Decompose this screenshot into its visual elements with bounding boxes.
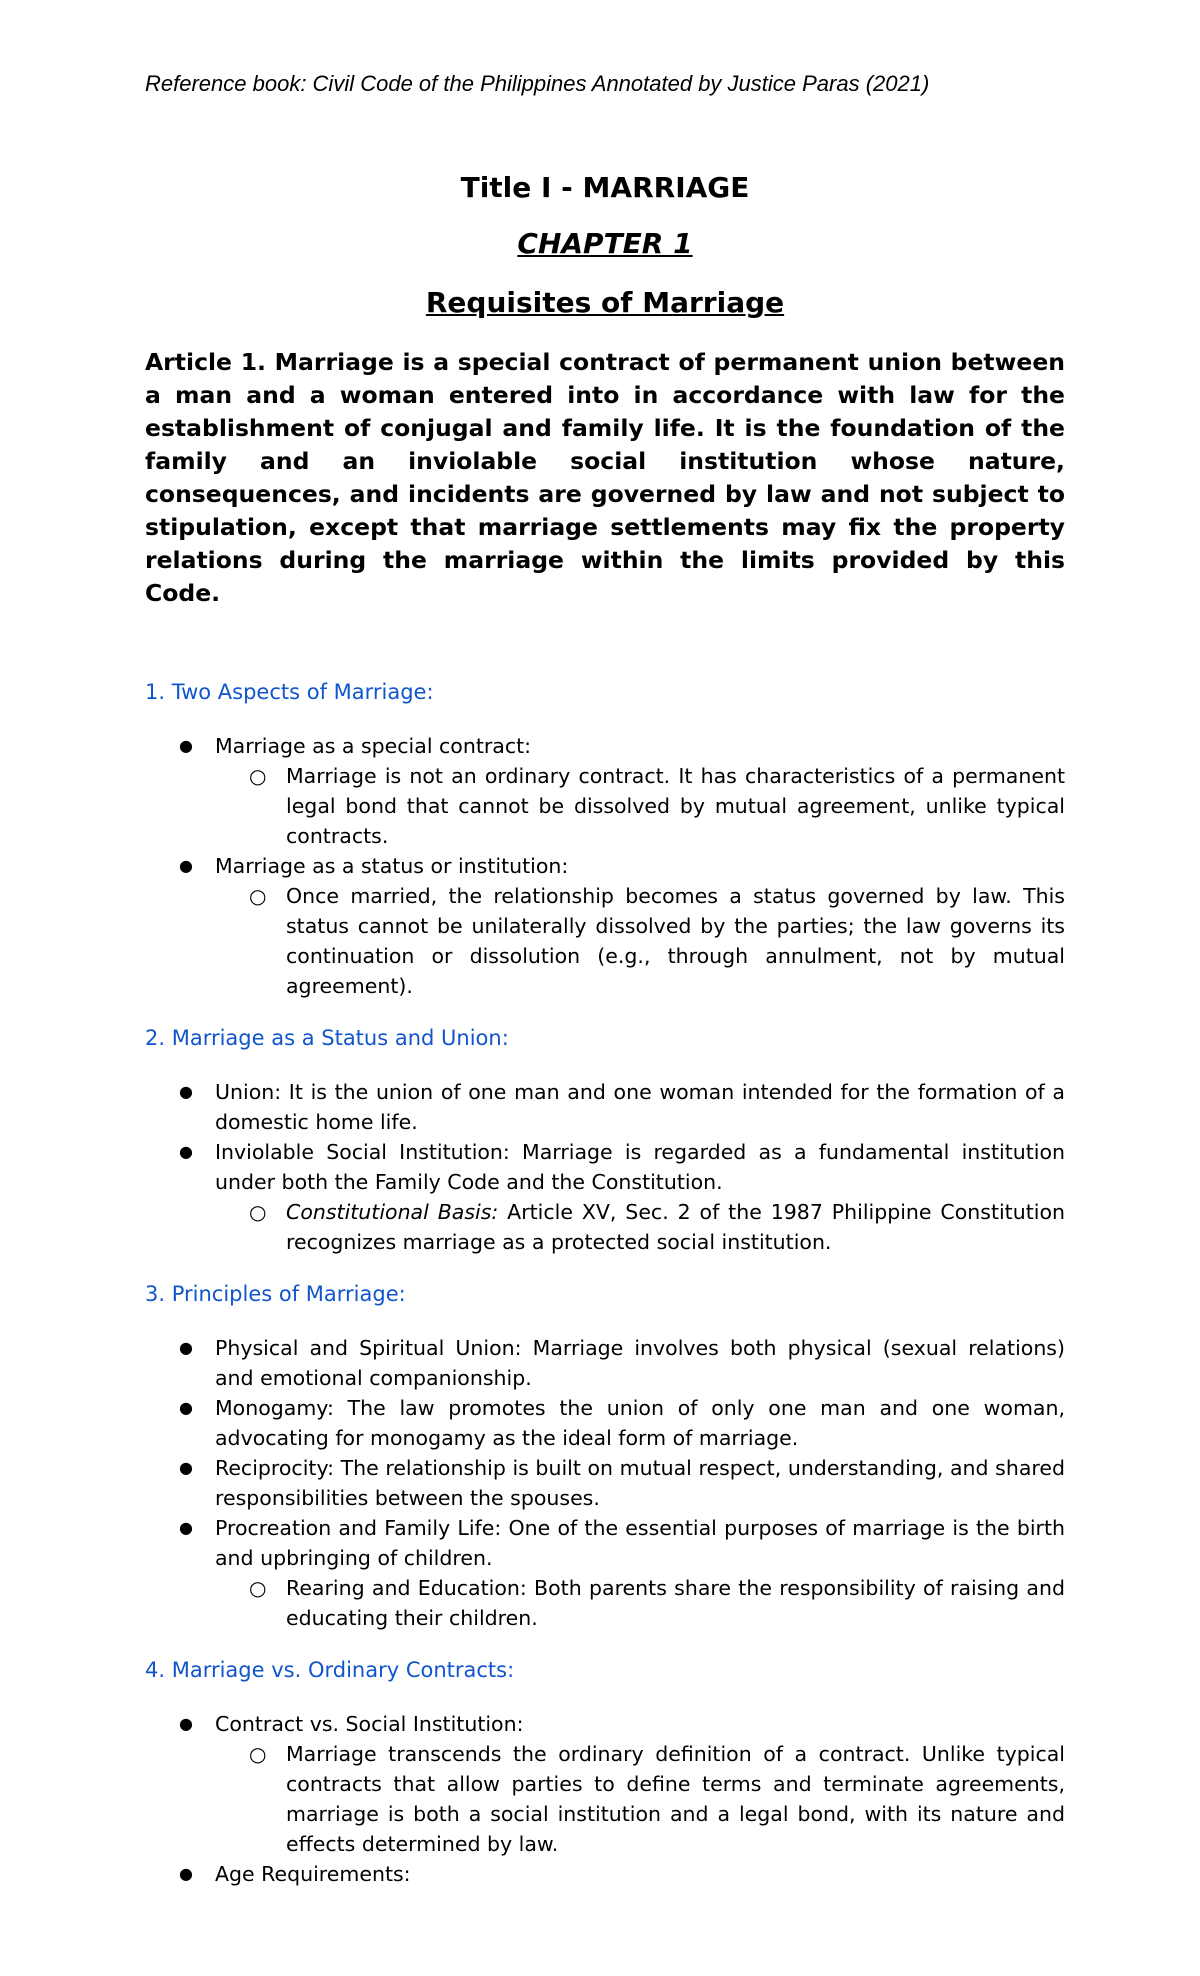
title-heading: Title I - MARRIAGE — [460, 171, 750, 204]
bullet-icon: ● — [179, 1864, 193, 1883]
bullet-icon: ● — [179, 856, 193, 875]
list-item-text: Marriage as a special contract: — [215, 734, 532, 758]
chapter-subtitle: Requisites of Marriage — [425, 286, 785, 319]
list-item-text: Contract vs. Social Institution: — [215, 1712, 524, 1736]
reference-line: Reference book: Civil Code of the Philippines Annotated by Justice Paras (2021) — [145, 71, 930, 96]
circle-bullet-icon: ○ — [249, 764, 267, 788]
sub-list — [215, 1573, 1065, 1633]
list-item — [179, 1453, 1065, 1513]
sub-list-item — [249, 881, 1065, 1001]
circle-bullet-icon: ○ — [249, 1200, 267, 1224]
list-item-text: Age Requirements: — [215, 1862, 411, 1886]
list-item — [179, 1137, 1065, 1257]
bullet-icon: ● — [179, 1082, 193, 1101]
bullet-icon: ● — [179, 1338, 193, 1357]
article-1-text: Article 1. Marriage is a special contract of permanent union between a man and a woman entered into in accordance with law for the establishment of conjugal and family life. It is the foundation of the family and an inviolable social institution whose nature, consequences, and incidents are governed by law and not subject to stipulation, except that marriage settlements may fix the property relations during the marriage within the limits provided by this Code. — [145, 348, 1065, 607]
constitutional-basis-label: Constitutional Basis: — [286, 1200, 499, 1224]
chapter-heading: CHAPTER 1 — [517, 227, 693, 260]
list-item — [179, 1077, 1065, 1137]
list-item-text: Reciprocity: The relationship is built on mutual respect, understanding, and shared responsibilities between the spouses. — [215, 1456, 1065, 1510]
sub-list-item-text: Rearing and Education: Both parents share the responsibility of raising and educating their children. — [286, 1576, 1065, 1630]
sub-list-item — [249, 1573, 1065, 1633]
list-item-text: Inviolable Social Institution: Marriage is regarded as a fundamental institution under both the Family Code and the Constitution. — [215, 1140, 1065, 1194]
list-item — [179, 1709, 1065, 1859]
list-item-text: Union: It is the union of one man and one woman intended for the formation of a domestic home life. — [215, 1080, 1065, 1134]
list-item-text: Marriage as a status or institution: — [215, 854, 569, 878]
bullet-list — [145, 731, 1065, 1001]
bullet-list — [145, 1077, 1065, 1257]
bullet-list — [145, 1709, 1065, 1889]
circle-bullet-icon: ○ — [249, 1576, 267, 1600]
section-heading: 1. Two Aspects of Marriage: — [145, 680, 434, 704]
section-heading: 2. Marriage as a Status and Union: — [145, 1026, 509, 1050]
list-item — [179, 1393, 1065, 1453]
document-page — [145, 70, 1065, 1889]
list-item — [179, 851, 1065, 1001]
bullet-icon: ● — [179, 1518, 193, 1537]
bullet-list — [145, 1333, 1065, 1633]
list-item-text: Physical and Spiritual Union: Marriage involves both physical (sexual relations) and emotional companionship. — [215, 1336, 1065, 1390]
sub-list-item — [249, 761, 1065, 851]
bullet-icon: ● — [179, 1714, 193, 1733]
bullet-icon: ● — [179, 1398, 193, 1417]
sub-list — [215, 1739, 1065, 1859]
sub-list-item-text: Marriage is not an ordinary contract. It has characteristics of a permanent legal bond that cannot be dissolved by mutual agreement, unlike typical contracts. — [286, 764, 1065, 848]
sub-list-item-text: Marriage transcends the ordinary definition of a contract. Unlike typical contracts that allow parties to define terms and terminate agreements, marriage is both a social institution and a legal bond, with its nature and effects determined by law. — [286, 1742, 1065, 1856]
sub-list — [215, 761, 1065, 851]
list-item-text: Procreation and Family Life: One of the essential purposes of marriage is the birth and upbringing of children. — [215, 1516, 1065, 1570]
list-item — [179, 731, 1065, 851]
list-item — [179, 1513, 1065, 1633]
sub-list — [215, 1197, 1065, 1257]
list-item-text: Monogamy: The law promotes the union of only one man and one woman, advocating for monogamy as the ideal form of marriage. — [215, 1396, 1065, 1450]
sub-list-item — [249, 1739, 1065, 1859]
bullet-icon: ● — [179, 1142, 193, 1161]
sub-list-item — [249, 1197, 1065, 1257]
section-heading: 3. Principles of Marriage: — [145, 1282, 406, 1306]
bullet-icon: ● — [179, 736, 193, 755]
sub-list — [215, 881, 1065, 1001]
section-heading: 4. Marriage vs. Ordinary Contracts: — [145, 1658, 515, 1682]
sub-list-item-text: Article XV, Sec. 2 of the 1987 Philippine Constitution recognizes marriage as a protected social institution. — [286, 1200, 1065, 1254]
list-item — [179, 1859, 1065, 1889]
circle-bullet-icon: ○ — [249, 1742, 267, 1766]
sub-list-item-text: Once married, the relationship becomes a status governed by law. This status cannot be unilaterally dissolved by the parties; the law governs its continuation or dissolution (e.g., through annulment, not by mutual agreement). — [286, 884, 1065, 998]
circle-bullet-icon: ○ — [249, 884, 267, 908]
bullet-icon: ● — [179, 1458, 193, 1477]
list-item — [179, 1333, 1065, 1393]
